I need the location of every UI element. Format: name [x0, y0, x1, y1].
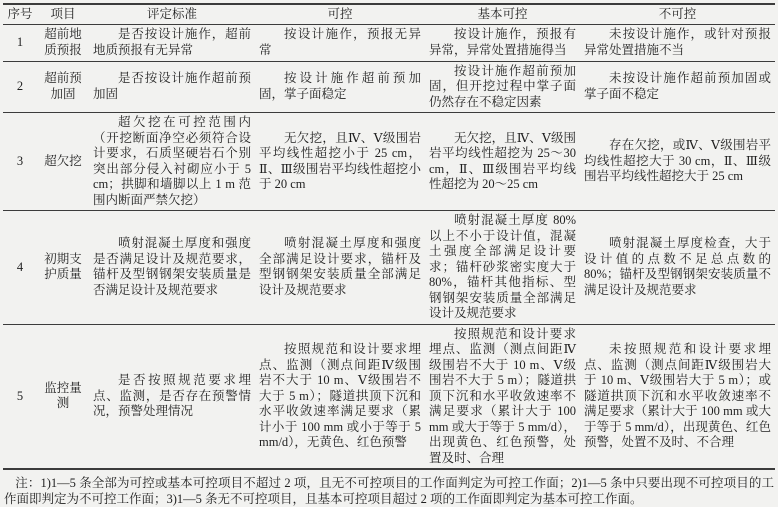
cell-standard: 超欠挖在可控范围内（开挖断面净空必须符合设计要求，石质坚硬岩石个别突出部分侵入衬砌应小于 5 cm；拱脚和墙脚以上 1 m 范围内断面严禁欠挖）	[93, 115, 251, 207]
cell-standard: 是否按设计施作，超前地质预报有无异常	[93, 27, 251, 57]
cell-basic-controllable: 按设计施作，预报有异常，异常处置措施得当	[429, 27, 576, 57]
cell-controllable: 按设计施作超前预加固，掌子面稳定	[259, 71, 421, 101]
header-row	[3, 4, 775, 24]
cell-basic-controllable: 喷射混凝土厚度 80% 以上不小于设计值，混凝土强度全部满足设计要求；锚杆砂浆密实度大于 80%，锚杆其他指标、型钢钢架安装质量全部满足设计及规范要求	[429, 213, 576, 320]
cell-uncontrollable: 喷射混凝土厚度检查，大于设计值的点数不足总点数的 80%；锚杆及型钢钢架安装质量不满足设计及规范要求	[584, 236, 771, 297]
table-row	[3, 24, 775, 61]
cell-item: 超前地质预报	[44, 27, 82, 57]
cell-uncontrollable: 存在欠挖，或Ⅳ、Ⅴ级围岩平均线性超挖大于 30 cm，Ⅱ、Ⅲ级围岩平均线性超挖大于 25 cm	[584, 138, 771, 184]
col-header-standard: 评定标准	[146, 6, 197, 21]
cell-item: 监控量测	[44, 380, 82, 411]
cell-item: 超前预加固	[44, 71, 82, 101]
col-header-uncontrollable: 不可控	[658, 6, 697, 21]
cell-item: 超欠挖	[44, 153, 82, 168]
col-header-seq: 序号	[7, 6, 33, 21]
cell-seq: 4	[16, 259, 24, 274]
col-header-controllable: 可控	[327, 6, 353, 21]
cell-seq: 3	[16, 153, 24, 168]
col-header-basic-controllable: 基本可控	[477, 6, 528, 21]
col-header-item: 项目	[50, 6, 76, 21]
table-row	[3, 61, 775, 113]
cell-seq: 1	[16, 34, 24, 49]
table-row	[3, 113, 775, 211]
cell-standard: 是否按照规范要求埋点、监测，是否存在预警情况，预警处理情况	[93, 373, 251, 418]
cell-basic-controllable: 按设计施作超前预加固，但开挖过程中掌子面仍然存在不稳定因素	[429, 63, 576, 109]
cell-standard: 喷射混凝土厚度和强度是否满足设计及规范要求，锚杆及型钢钢架安装质量是否满足设计及规范要求	[93, 236, 251, 297]
cell-controllable: 按设计施作，预报无异常	[259, 27, 421, 57]
tunnel-face-evaluation-table	[3, 3, 775, 470]
cell-controllable: 按照规范和设计要求埋点、监测（测点间距Ⅳ级围岩不大于 10 m、Ⅴ级围岩不大于 5 m）；隧道拱顶下沉和水平收敛速率满足要求（累计小于 100 mm 或小于等于 5 mm/d），无黄色、红色预警	[259, 342, 421, 449]
cell-standard: 是否按设计施作超前预加固	[93, 71, 251, 101]
cell-seq: 2	[16, 79, 24, 93]
table-footnote: 注：1)1—5 条全部为可控或基本可控项目不超过 2 项，且无不可控项目的工作面判定为可控工作面；2)1—5 条中只要出现不可控项目的工作面即判定为不可控工作面；3)1—5 条无不可控项目，且基本可控项目超过 2 项的工作面即判定为基本可控工作面。	[4, 476, 774, 506]
cell-basic-controllable: 按照规范和设计要求埋点、监测（测点间距Ⅳ级围岩不大于 10 m、Ⅴ级围岩不大于 5 m）；隧道拱顶下沉和水平收敛速率不满足要求（累计大于 100 mm 或大于等于 5 mm/d），出现黄色、红色预警，处置及时、合理	[429, 326, 576, 465]
cell-controllable: 无欠挖，且Ⅳ、Ⅴ级围岩平均线性超挖小于 25 cm，Ⅱ、Ⅲ级围岩平均线性超挖小于 20 cm	[259, 130, 421, 191]
cell-seq: 5	[16, 388, 24, 403]
cell-uncontrollable: 未按设计施作超前预加固或掌子面不稳定	[584, 71, 771, 101]
table-row	[3, 324, 775, 469]
cell-item: 初期支护质量	[44, 251, 82, 282]
cell-controllable: 喷射混凝土厚度和强度全部满足设计要求，锚杆及型钢钢架安装质量全部满足设计及规范要求	[259, 236, 421, 297]
table-row	[3, 211, 775, 325]
cell-basic-controllable: 无欠挖，且Ⅳ、Ⅴ级围岩平均线性超挖为 25～30 cm，Ⅱ、Ⅲ级围岩平均线性超挖为 20～25 cm	[429, 130, 576, 191]
cell-uncontrollable: 未按设计施作，或针对预报异常处置措施不当	[584, 27, 771, 57]
cell-uncontrollable: 未按照规范和设计要求埋点、监测（测点间距Ⅳ级围岩大于 10 m、Ⅴ级围岩大于 5 m）；或隧道拱顶下沉和水平收敛速率不满足要求（累计大于 100 mm 或大于等于 5 mm/d），出现黄色、红色预警，处置不及时、不合理	[584, 342, 771, 449]
